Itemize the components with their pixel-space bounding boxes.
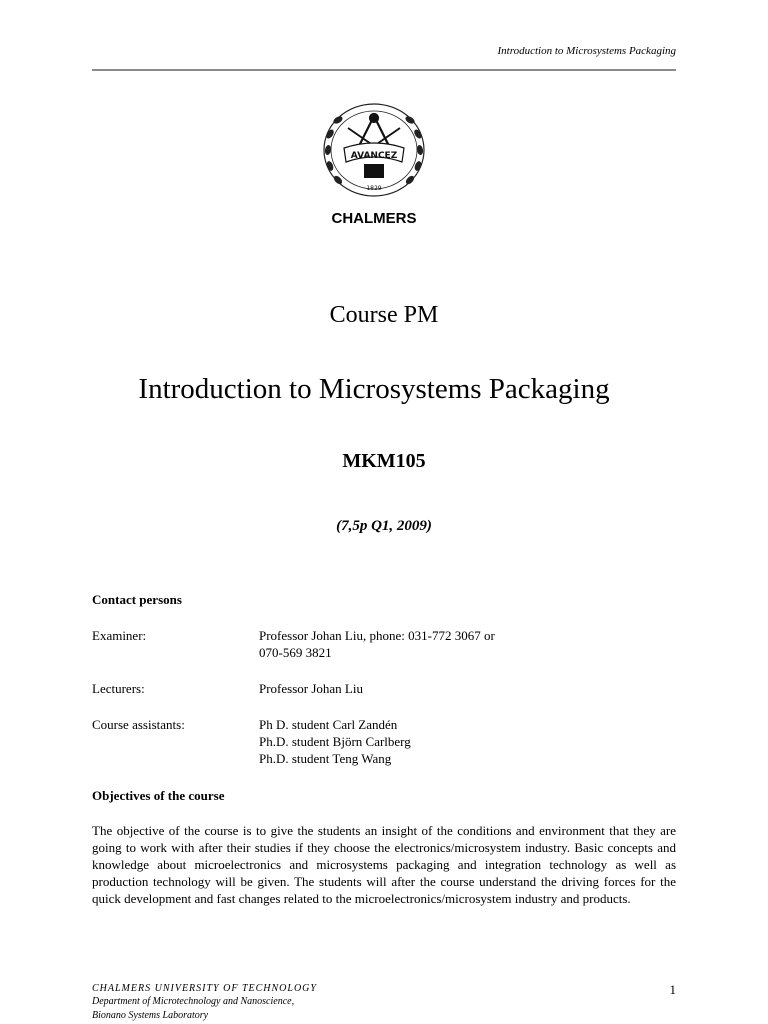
assistants-label: Course assistants: <box>92 717 185 732</box>
course-code: MKM105 <box>342 450 426 472</box>
lecturers-label: Lecturers: <box>92 681 145 696</box>
objectives-line: given. The students will after the course understand the driving forces for the quick <box>92 874 676 906</box>
assistant-name: Ph.D. student Teng Wang <box>259 751 392 766</box>
course-label: Course PM <box>329 302 439 328</box>
footer-lab: Bionano Systems Laboratory <box>92 1010 209 1021</box>
examiner-line-1: Professor Johan Liu, phone: 031-772 3067 or <box>259 628 495 643</box>
objectives-line: electronics/microsystem industry. Basic concepts and knowledge about microelectronics and <box>92 840 676 872</box>
assistant-name: Ph.D. student Björn Carlberg <box>259 734 411 749</box>
course-credits: (7,5p Q1, 2009) <box>336 518 432 534</box>
objectives-line: development and fast changes related to the microelectronics/microsystem industry and <box>124 891 580 906</box>
seal-motto: AVANCEZ <box>350 151 398 161</box>
objectives-heading: Objectives of the course <box>92 788 225 803</box>
objectives-line: microsystems packaging and integration technology as well as production technology will be <box>92 857 677 889</box>
footer-university: CHALMERS UNIVERSITY OF TECHNOLOGY <box>92 983 317 994</box>
objectives-line: environment that they are going to work with after their studies if they choose the <box>92 823 677 855</box>
objectives-line: products. <box>582 891 631 906</box>
examiner-label: Examiner: <box>92 628 147 643</box>
assistant-name: Ph D. student Carl Zandén <box>259 717 398 732</box>
running-header: Introduction to Microsystems Packaging <box>497 45 676 57</box>
footer-department: Department of Microtechnology and Nanoscience, <box>92 996 295 1007</box>
objectives-paragraph <box>92 822 676 907</box>
page-number: 1 <box>669 982 676 997</box>
contact-persons-heading: Contact persons <box>92 592 182 607</box>
objectives-line: The objective of the course is to give the students an insight of the conditions and <box>92 823 535 838</box>
examiner-line-2: 070-569 3821 <box>259 645 332 660</box>
lecturers-value: Professor Johan Liu <box>259 681 363 696</box>
seal-year: 1829 <box>366 185 382 192</box>
header-divider <box>92 69 676 71</box>
chalmers-logo <box>314 100 434 224</box>
logo-wordmark: CHALMERS <box>331 210 417 224</box>
course-title: Introduction to Microsystems Packaging <box>138 373 610 405</box>
